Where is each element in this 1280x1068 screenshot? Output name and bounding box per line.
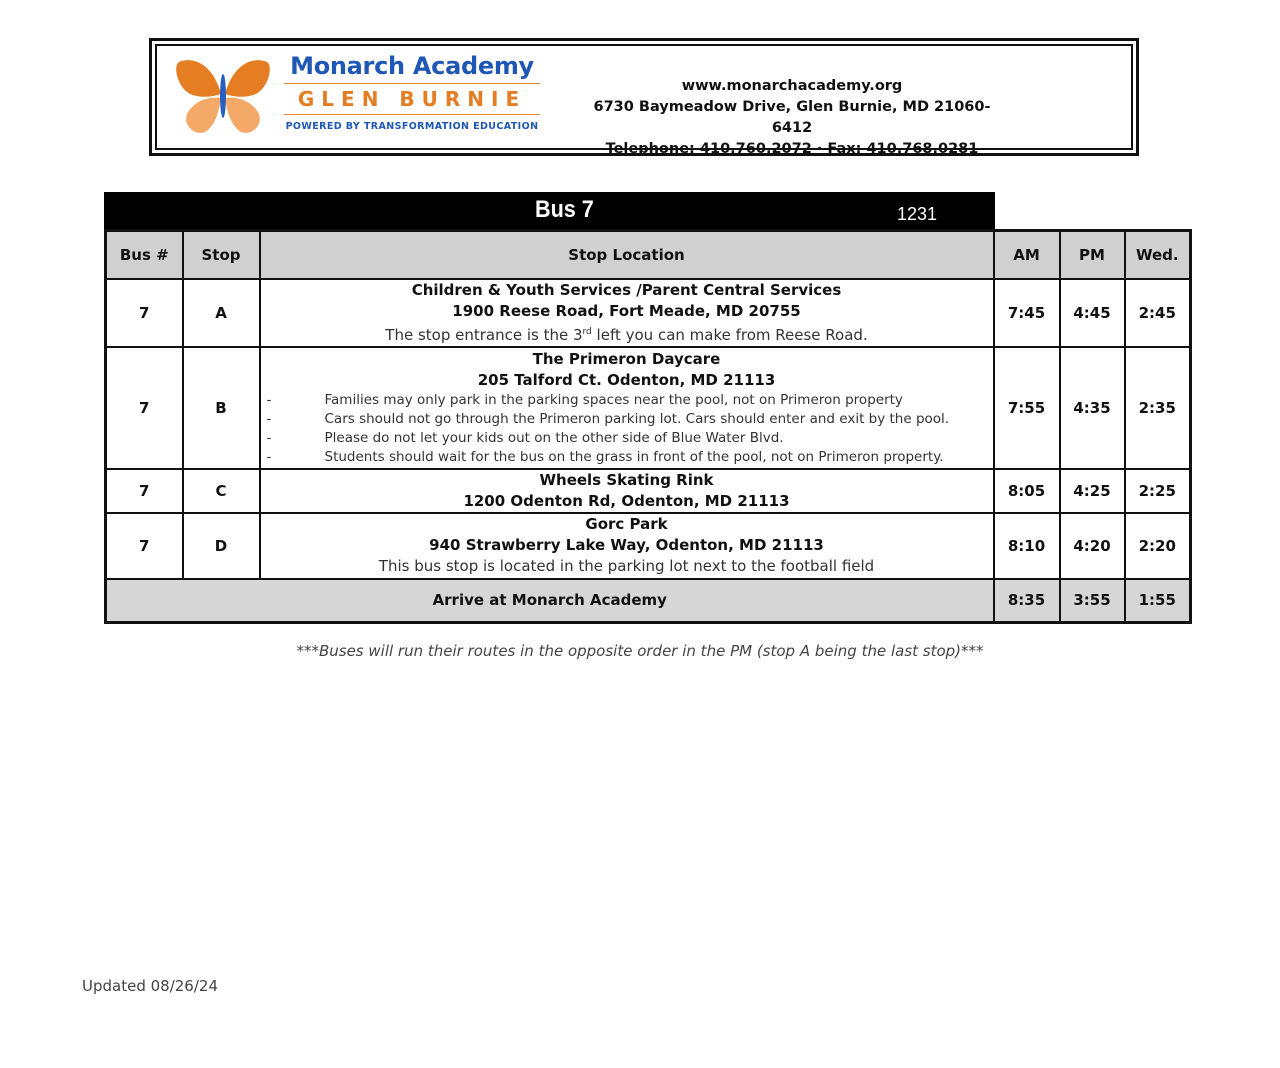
location-name: Wheels Skating Rink	[539, 470, 714, 489]
column-header-am: AM	[994, 231, 1060, 279]
wed-time: 2:25	[1125, 469, 1191, 513]
divider	[284, 114, 540, 115]
stop-letter: B	[183, 347, 260, 469]
table-row	[106, 279, 1191, 347]
school-address: 6730 Baymeadow Drive, Glen Burnie, MD 21060-6412	[593, 99, 991, 136]
bus-number: 7	[106, 469, 183, 513]
location-name: Gorc Park	[585, 515, 668, 533]
page-title: Bus 7	[535, 196, 594, 223]
stop-location	[260, 469, 994, 513]
location-address: 1200 Odenton Rd, Odenton, MD 21113	[463, 491, 790, 510]
am-time: 8:35	[994, 579, 1060, 623]
am-time: 7:55	[994, 347, 1060, 469]
footnote: ***Buses will run their routes in the opposite order in the PM (stop A being the last stop)***	[296, 642, 984, 660]
bus-schedule-table	[104, 229, 1192, 624]
divider	[284, 83, 540, 84]
brand-tagline: POWERED BY TRANSFORMATION EDUCATION	[285, 121, 539, 132]
schedule-title-bar	[104, 192, 995, 231]
website-link[interactable]: www.monarchacademy.org	[681, 78, 903, 94]
butterfly-icon	[173, 54, 273, 140]
wed-time: 2:35	[1125, 347, 1191, 469]
stop-location	[260, 279, 994, 347]
location-note: The stop entrance is the 3rd left you can make from Reese Road.	[385, 325, 868, 344]
table-row	[106, 347, 1191, 469]
arrival-row	[106, 579, 1191, 623]
table-header-row	[106, 231, 1191, 279]
stop-letter: D	[183, 513, 260, 579]
pm-time: 4:20	[1060, 513, 1125, 579]
list-item: - Families may only park in the parking spaces near the pool, not on Primeron property	[266, 391, 903, 408]
pm-time: 3:55	[1060, 579, 1125, 623]
bus-number: 7	[106, 347, 183, 469]
am-time: 8:10	[994, 513, 1060, 579]
stop-letter: C	[183, 469, 260, 513]
column-header-location: Stop Location	[260, 231, 994, 279]
list-item: - Cars should not go through the Primeron parking lot. Cars should enter and exit by the pool.	[266, 410, 950, 427]
pm-time: 4:35	[1060, 347, 1125, 469]
am-time: 7:45	[994, 279, 1060, 347]
am-time: 8:05	[994, 469, 1060, 513]
wed-time: 2:20	[1125, 513, 1191, 579]
brand-block	[282, 52, 542, 132]
stop-letter: A	[183, 279, 260, 347]
table-row	[106, 469, 1191, 513]
location-address: 1900 Reese Road, Fort Meade, MD 20755	[452, 301, 801, 320]
contact-info	[577, 76, 1007, 160]
column-header-wed: Wed.	[1125, 231, 1191, 279]
arrival-label: Arrive at Monarch Academy	[106, 579, 994, 623]
stop-location	[260, 347, 994, 469]
stop-location	[260, 513, 994, 579]
route-number: 1231	[897, 204, 938, 224]
column-header-bus: Bus #	[106, 231, 183, 279]
phone-fax: Telephone: 410.760.2072 · Fax: 410.768.0281	[605, 141, 979, 157]
table-row	[106, 513, 1191, 579]
pm-time: 4:25	[1060, 469, 1125, 513]
list-item: - Please do not let your kids out on the other side of Blue Water Blvd.	[266, 429, 784, 446]
location-name: Children & Youth Services /Parent Central Services	[411, 280, 842, 299]
bus-number: 7	[106, 279, 183, 347]
updated-date: Updated 08/26/24	[82, 977, 218, 995]
location-note: This bus stop is located in the parking lot next to the football field	[378, 557, 875, 575]
column-header-stop: Stop	[183, 231, 260, 279]
wed-time: 2:45	[1125, 279, 1191, 347]
list-item: - Students should wait for the bus on the grass in front of the pool, not on Primeron property.	[266, 448, 944, 465]
location-instructions	[261, 391, 993, 467]
location-name: The Primeron Daycare	[532, 349, 721, 368]
pm-time: 4:45	[1060, 279, 1125, 347]
header-banner	[149, 38, 1139, 156]
column-header-pm: PM	[1060, 231, 1125, 279]
brand-subtitle: GLEN BURNIE	[297, 87, 527, 111]
location-address: 940 Strawberry Lake Way, Odenton, MD 21113	[429, 536, 824, 554]
bus-number: 7	[106, 513, 183, 579]
location-address: 205 Talford Ct. Odenton, MD 21113	[477, 370, 776, 389]
wed-time: 1:55	[1125, 579, 1191, 623]
brand-name: Monarch Academy	[290, 52, 534, 80]
